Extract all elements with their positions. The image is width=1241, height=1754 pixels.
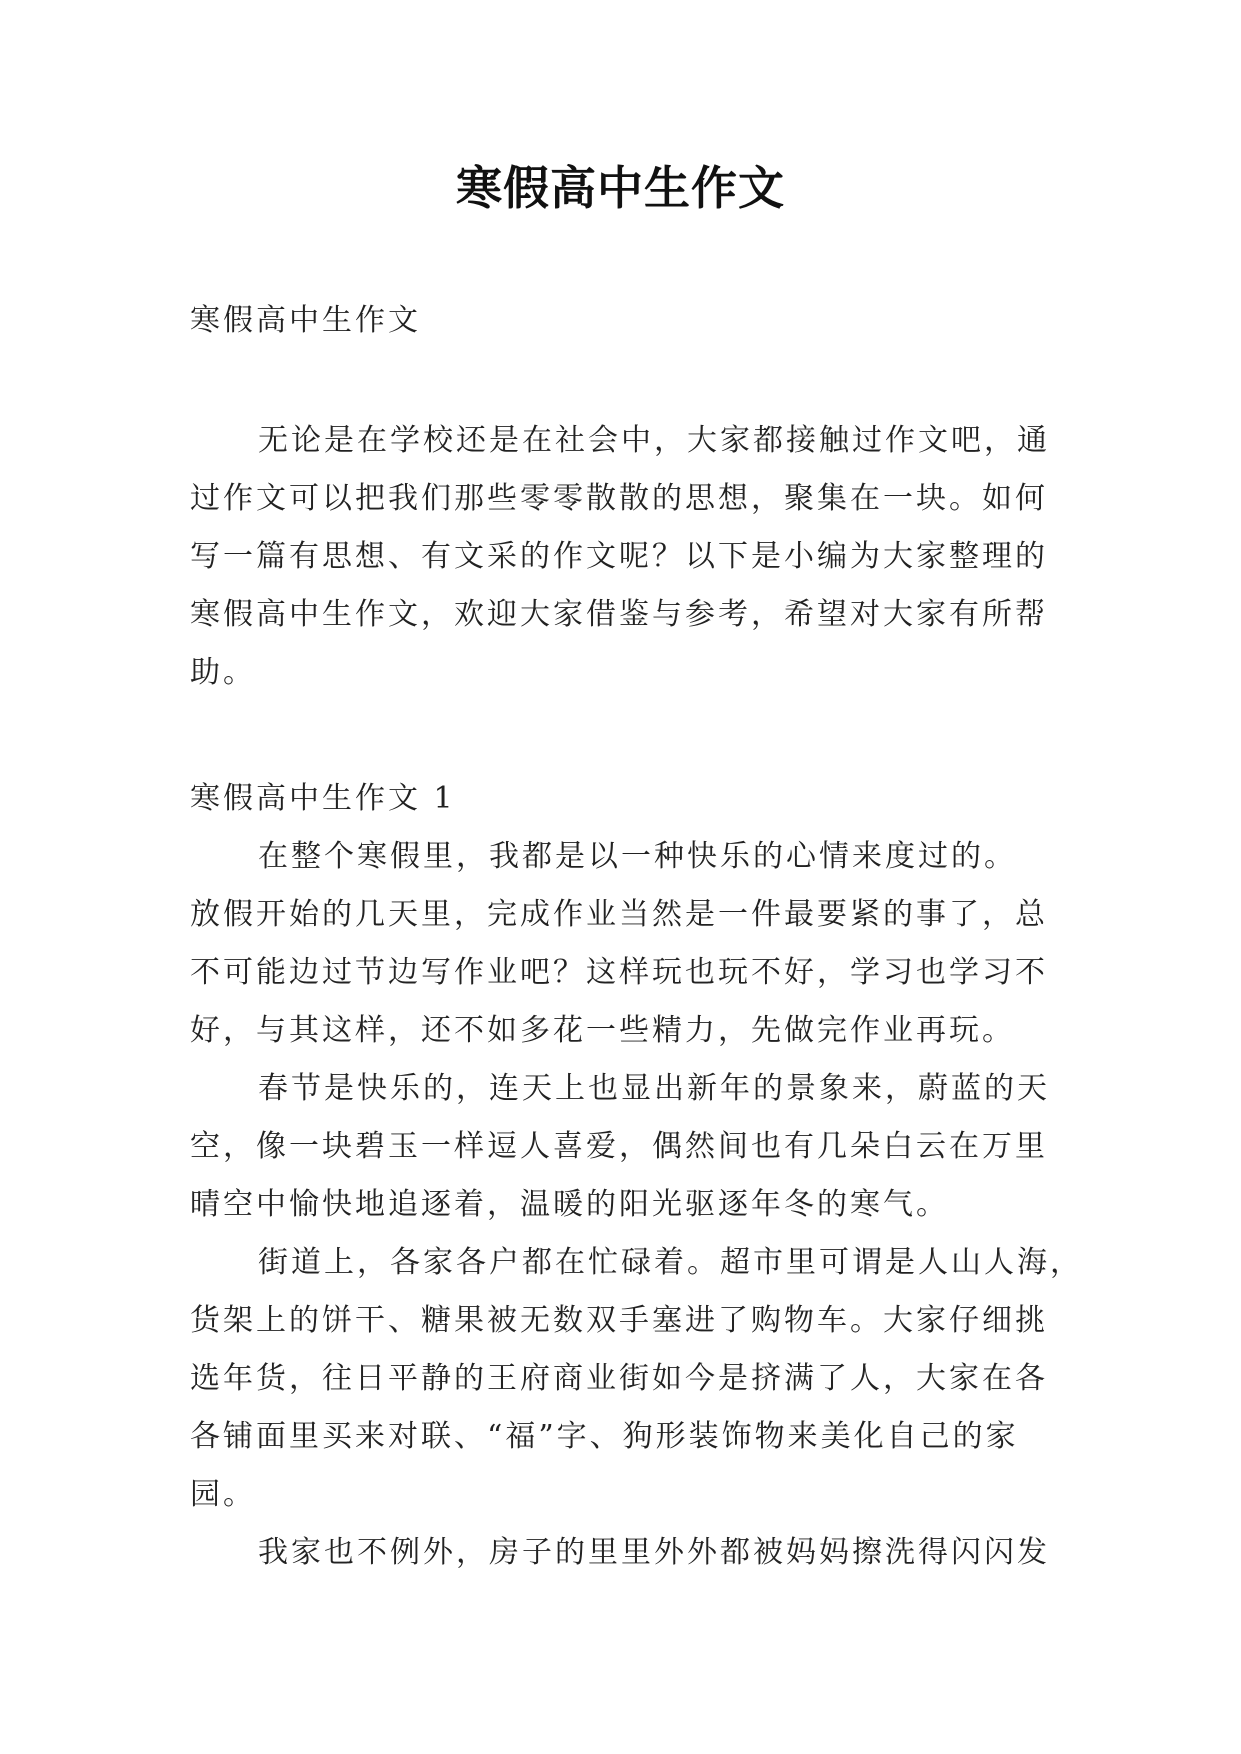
paragraph-line: 晴空中愉快地追逐着，温暖的阳光驱逐年冬的寒气。 [190,1187,949,1222]
body-paragraph [190,1234,1083,1524]
paragraph-line: 写一篇有思想、有文采的作文呢？以下是小编为大家整理的 [190,539,1048,574]
paragraph-line: 春节是快乐的，连天上也显出新年的景象来，蔚蓝的天 [258,1071,1050,1106]
body-paragraph [190,1060,1056,1234]
body-paragraph [190,1524,1056,1582]
paragraph-line: 我家也不例外，房子的里里外外都被妈妈擦洗得闪闪发 [258,1535,1050,1570]
paragraph-line: 放假开始的几天里，完成作业当然是一件最要紧的事了，总 [190,897,1048,932]
paragraph-line: 不可能边过节边写作业吧？这样玩也玩不好，学习也学习不 [190,955,1048,990]
paragraph-line: 在整个寒假里，我都是以一种快乐的心情来度过的。 [258,839,1017,874]
intro-paragraph [190,412,1056,702]
paragraph-line: 园。 [190,1477,256,1512]
paragraph-line: 街道上，各家各户都在忙碌着。超市里可谓是人山人海， [258,1245,1083,1280]
subtitle: 寒假高中生作文 [190,303,421,338]
paragraph-line: 无论是在学校还是在社会中，大家都接触过作文吧，通 [258,423,1050,458]
document-title: 寒假高中生作文 [456,161,785,215]
paragraph-line: 货架上的饼干、糖果被无数双手塞进了购物车。大家仔细挑 [190,1303,1048,1338]
document-body [190,292,1083,1582]
paragraph-line: 空，像一块碧玉一样逗人喜爱，偶然间也有几朵白云在万里 [190,1129,1048,1164]
paragraph-line: 寒假高中生作文，欢迎大家借鉴与参考，希望对大家有所帮 [190,597,1048,632]
paragraph-line: 助。 [190,655,256,690]
paragraph-line: 过作文可以把我们那些零零散散的思想，聚集在一块。如何 [190,481,1048,516]
paragraph-line: 好，与其这样，还不如多花一些精力，先做完作业再玩。 [190,1013,1015,1048]
section-heading: 寒假高中生作文 1 [190,781,456,816]
body-paragraph [190,828,1056,1060]
paragraph-line: 各铺面里买来对联、“福”字、狗形装饰物来美化自己的家 [190,1419,1019,1454]
paragraph-line: 选年货，往日平静的王府商业街如今是挤满了人，大家在各 [190,1361,1048,1396]
